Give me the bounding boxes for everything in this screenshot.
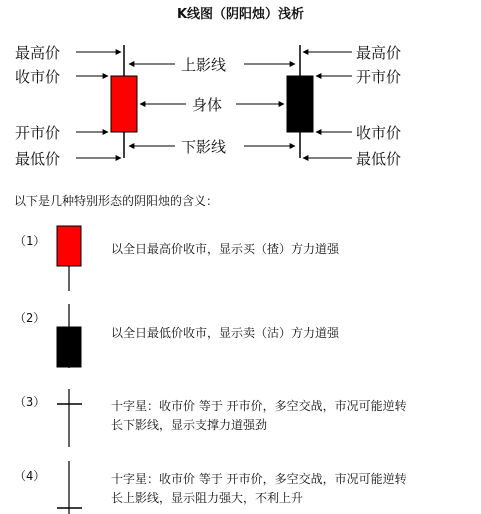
intro-text: 以下是几种特别形态的阴阳烛的含义：	[14, 194, 219, 208]
pattern1-body	[57, 226, 81, 266]
right-label-close: 收市价	[356, 124, 402, 142]
left-candle-body	[111, 76, 137, 132]
item-4-number: （4）	[14, 469, 46, 483]
pattern2-body	[57, 327, 81, 367]
item-2-text: 以全日最低价收市，显示卖（沽）方力道强	[111, 326, 340, 340]
right-candle-body	[287, 76, 313, 132]
page-title: K线图（阴阳烛）浅析	[176, 7, 305, 22]
item-1-text: 以全日最高价收市，显示买（揸）方力道强	[111, 242, 340, 256]
right-label-high: 最高价	[356, 44, 402, 62]
lower-shadow-label: 下影线	[181, 138, 227, 156]
item-4-line-1: 十字星：收市价 等于 开市价，多空交战，市况可能逆转	[111, 472, 407, 486]
item-2-number: （2）	[14, 311, 46, 325]
right-label-low: 最低价	[356, 150, 402, 168]
left-label-high: 最高价	[15, 44, 61, 62]
item-1-number: （1）	[14, 234, 46, 248]
right-label-open: 开市价	[356, 68, 402, 86]
left-label-close: 收市价	[15, 68, 61, 86]
upper-shadow-label: 上影线	[181, 56, 227, 74]
item-3-number: （3）	[14, 395, 46, 409]
item-3-line-1: 十字星：收市价 等于 开市价，多空交战，市况可能逆转	[111, 399, 407, 413]
body-label: 身体	[192, 96, 223, 114]
item-3-line-2: 长下影线，显示支撑力道强劲	[111, 418, 268, 432]
left-label-low: 最低价	[15, 150, 61, 168]
left-label-open: 开市价	[15, 124, 61, 142]
item-4-line-2: 长上影线，显示阻力强大，不利上升	[111, 491, 304, 505]
